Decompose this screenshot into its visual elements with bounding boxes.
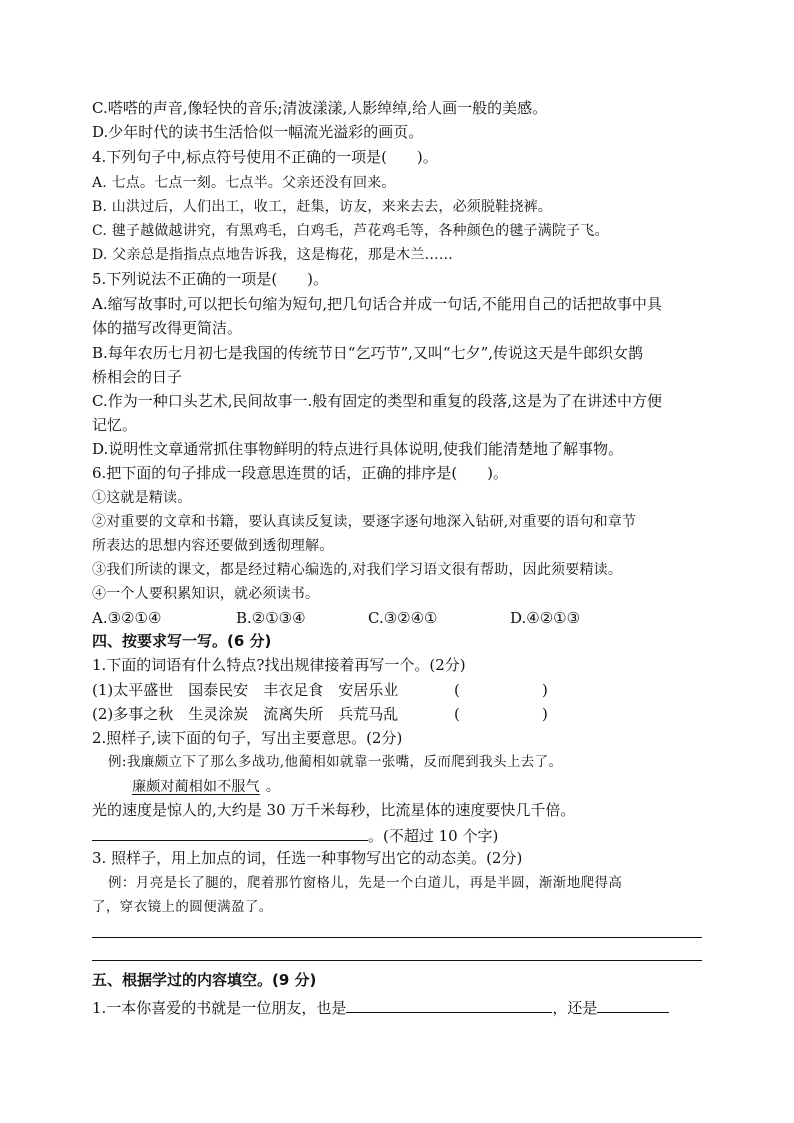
s4-q2-stem: 2.照样子,读下面的句子，写出主要意思。(2分) — [92, 729, 403, 747]
q6-stem: 6.把下面的句子排成一段意思连贯的话，正确的排序是( )。 — [92, 464, 509, 482]
q5-option-d: D.说明性文章通常抓住事物鲜明的特点进行具体说明,使我们能清楚地了解事物。 — [92, 440, 624, 458]
q6-option-d: D.④②①③ — [510, 609, 581, 627]
q6-sentence-1: ①这就是精读。 — [92, 490, 192, 506]
s4-q1-row2-words: (2)多事之秋 生灵涂炭 流离失所 兵荒马乱 — [92, 705, 399, 723]
section-5-title: 五、根据学过的内容填空。(9 分) — [92, 971, 317, 989]
s4-q1-row1-paren-open: ( — [454, 681, 460, 699]
q6-sentence-4: ④一个人要积累知识，就必须读书。 — [92, 586, 320, 602]
q6-sentence-2-line1: ②对重要的文章和书籍，要认真读反复读，要逐字逐句地深入钻研,对重要的语句和章节 — [92, 514, 637, 530]
s5-q1 — [92, 998, 669, 1016]
s4-q1-stem: 1.下面的词语有什么特点?找出规律接着再写一个。(2分) — [92, 656, 466, 674]
q4-option-a: A. 七点。七点一刻。七点半。父亲还没有回来。 — [92, 175, 396, 191]
s4-q1-row1-paren-close: ) — [542, 681, 548, 699]
s4-q2-limit: 。(不超过 10 个字) — [368, 827, 499, 845]
q4-option-c: C. 毽子越做越讲究，有黑鸡毛，白鸡毛，芦花鸡毛等，各种颜色的毽子满院子飞。 — [92, 223, 609, 239]
s4-q2-answer-row — [92, 826, 498, 844]
q3-option-d: D.少年时代的读书生活恰似一幅流光溢彩的画页。 — [92, 123, 424, 141]
q4-stem: 4.下列句子中,标点符号使用不正确的一项是( )。 — [92, 148, 438, 166]
s4-q3-example-line2: 了，穿衣镜上的圆便满盈了。 — [92, 899, 273, 915]
q5-option-b-line2: 桥相会的日子 — [92, 368, 183, 386]
q5-option-b-line1: B.每年农历七月初七是我国的传统节日“乞巧节”,又叫“七夕”,传说这天是牛郎织女鹊 — [92, 344, 644, 362]
q6-options — [92, 611, 580, 626]
q6-option-c: C.③②④① — [368, 609, 438, 627]
s4-q2-example-answer-row — [108, 780, 280, 794]
q5-stem: 5.下列说法不正确的一项是( )。 — [92, 270, 329, 288]
s4-q3-stem: 3. 照样子，用上加点的词，任选一种事物写出它的动态美。(2分) — [92, 849, 523, 867]
q3-option-c: C.嗒嗒的声音,像轻快的音乐;清波漾漾,人影绰绰,给人画一般的美感。 — [92, 99, 548, 117]
s4-q3-example-line1: 例：月亮是长了腿的，爬着那竹窗格儿，先是一个白道儿，再是半圆，渐渐地爬得高 — [108, 875, 623, 891]
s4-q1-row1-words: (1)太平盛世 国泰民安 丰衣足食 安居乐业 — [92, 681, 399, 699]
s4-q1-row2-paren-open: ( — [454, 705, 460, 723]
q5-option-c-line2: 记忆。 — [92, 416, 138, 434]
s5-q1-mid: ，还是 — [552, 999, 598, 1017]
s4-q2-example-answer: 廉颇对蔺相如不服气 — [132, 779, 260, 795]
q6-sentence-2-line2: 所表达的思想内容还要做到透彻理解。 — [92, 538, 334, 554]
s4-q3-answer-line-2[interactable] — [92, 960, 702, 961]
section-4-title: 四、按要求写一写。(6 分) — [92, 632, 272, 650]
q6-sentence-3: ③我们所读的课文，都是经过精心编选的,对我们学习语文很有帮助，因此须要精读。 — [92, 562, 623, 578]
s4-q1-row2 — [92, 707, 548, 722]
s4-q2-sentence: 光的速度是惊人的,大约是 30 万千米每秒，比流星体的速度要快几千倍。 — [92, 801, 576, 819]
q5-option-a-line2: 体的描写改得更简洁。 — [92, 319, 243, 337]
s5-q1-prefix: 1.一本你喜爱的书就是一位朋友，也是 — [92, 999, 347, 1017]
q5-option-a-line1: A.缩写故事时,可以把长句缩为短句,把几句话合并成一句话,不能用自己的话把故事中具 — [92, 295, 662, 313]
s4-q1-row2-paren-close: ) — [542, 705, 548, 723]
s5-q1-blank-1[interactable] — [346, 998, 552, 1013]
q6-option-a: A.③②①④ — [92, 609, 162, 627]
q4-option-d: D. 父亲总是指指点点地告诉我，这是梅花，那是木兰…… — [92, 247, 454, 263]
s4-q2-example-end: 。 — [265, 779, 281, 795]
q5-option-c-line1: C.作为一种口头艺术,民间故事一.般有固定的类型和重复的段落,这是为了在讲述中方便 — [92, 392, 663, 410]
s4-q2-answer-blank[interactable] — [92, 826, 368, 841]
s4-q1-row1 — [92, 683, 548, 698]
q4-option-b: B. 山洪过后，人们出工，收工，赶集，访友，来来去去，必须脱鞋挠裤。 — [92, 199, 552, 215]
q6-option-b: B.②①③④ — [236, 609, 306, 627]
s4-q2-example: 例:我廉颇立下了那么多战功,他蔺相如就靠一张嘴，反而爬到我头上去了。 — [108, 754, 563, 770]
s5-q1-blank-2[interactable] — [597, 998, 669, 1013]
s4-q3-answer-line-1[interactable] — [92, 937, 702, 938]
